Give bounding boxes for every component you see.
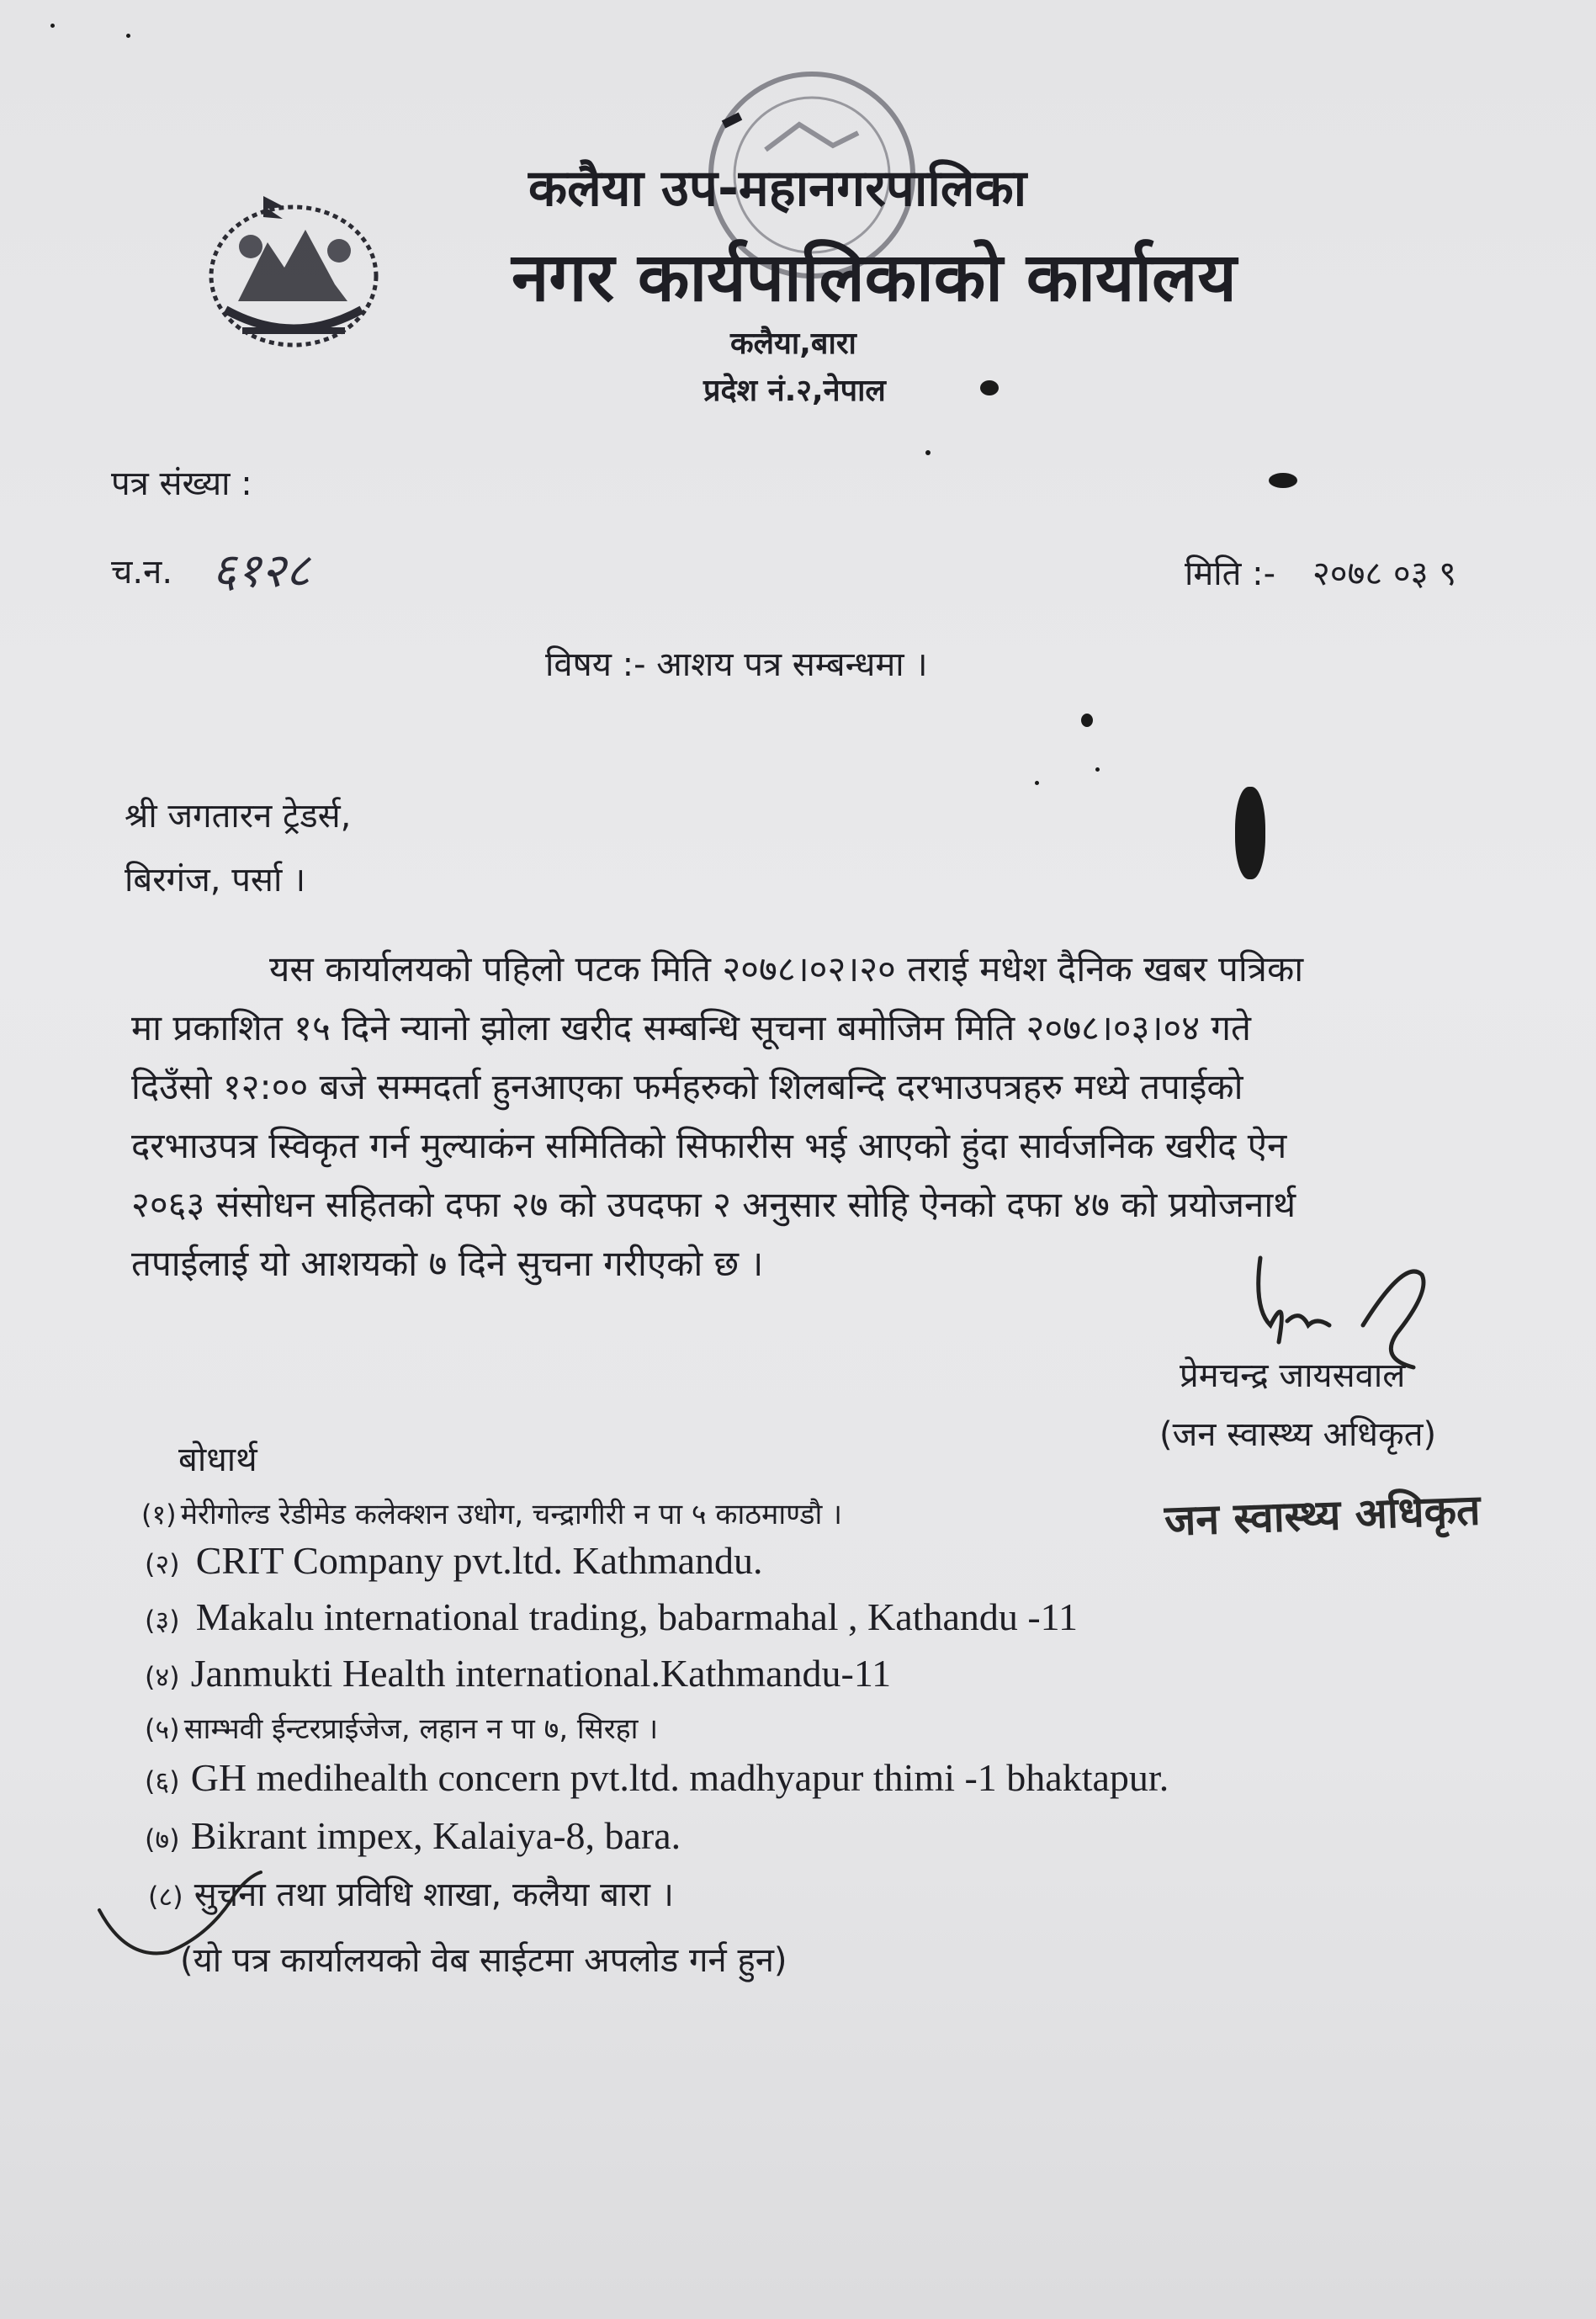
cc-item-text: सुचना तथा प्रविधि शाखा, कलैया बारा ।	[194, 1876, 674, 1914]
cc-item-number: (४)	[145, 1661, 180, 1693]
cc-item-text: GH medihealth concern pvt.ltd. madhyapur thimi -1 bhaktapur.	[190, 1756, 1169, 1799]
ink-blot	[925, 450, 931, 455]
signatory-name: प्रेमचन्द्र जायसवाल	[1180, 1356, 1406, 1395]
cc-item-number: (७)	[145, 1823, 180, 1855]
cc-item-6	[145, 1755, 1169, 1800]
cc-item-1	[141, 1494, 842, 1532]
cc-heading: बोधार्थ	[178, 1441, 257, 1479]
cc-item-3	[145, 1595, 1078, 1639]
ink-blot	[1269, 473, 1297, 488]
body-line-3: दिउँसो १२:०० बजे सम्मदर्ता हुनआएका फर्महरुको शिलबन्दि दरभाउपत्रहरु मध्ये तपाईको	[131, 1066, 1243, 1107]
ink-blot	[126, 34, 130, 38]
body-line-6: तपाईलाई यो आशयको ७ दिने सुचना गरीएको छ ।	[131, 1243, 764, 1284]
org-name-line2: नगर कार्यपालिकाको कार्यालय	[512, 238, 1237, 316]
cc-item-4	[145, 1651, 891, 1695]
ink-blot	[1035, 781, 1039, 785]
cc-item-number: (३)	[145, 1605, 180, 1637]
chalani-number: ६१२८	[212, 544, 310, 598]
cc-item-text: Bikrant impex, Kalaiya-8, bara.	[190, 1814, 681, 1857]
cc-item-text: Makalu international trading, babarmahal , Kathandu -11	[195, 1595, 1078, 1638]
ink-blot	[1235, 787, 1265, 879]
ink-blot	[1081, 714, 1093, 727]
body-line-5: २०६३ संसोधन सहितको दफा २७ को उपदफा २ अनुसार सोहि ऐनको दफा ४७ को प्रयोजनार्थ	[131, 1184, 1296, 1225]
cc-item-7	[145, 1813, 681, 1858]
ink-blot	[1095, 767, 1100, 772]
designation-stamp: जन स्वास्थ्य अधिकृत	[1164, 1485, 1482, 1546]
ink-blot	[980, 380, 999, 395]
recipient-name: श्री जगतारन ट्रेडर्स,	[125, 797, 352, 836]
letter-number-label: पत्र संख्या :	[111, 464, 252, 503]
body-line-4: दरभाउपत्र स्विकृत गर्न मुल्याकंन समितिको सिफारीस भई आएको हुंदा सार्वजनिक खरीद ऐन	[131, 1125, 1287, 1166]
chalani-label: च.न.	[111, 553, 173, 592]
cc-note: (यो पत्र कार्यालयको वेब साईटमा अपलोड गर्न हुन)	[180, 1941, 787, 1980]
handwritten-mark	[93, 1860, 311, 1969]
cc-item-number: (५)	[145, 1713, 180, 1745]
cc-item-number: (२)	[145, 1548, 180, 1580]
cc-item-text: साम्भवी ईन्टरप्राईजेज, लहान न पा ७, सिरहा ।	[183, 1712, 659, 1746]
body-line-2: मा प्रकाशित १५ दिने न्यानो झोला खरीद सम्बन्धि सूचना बमोजिम मिति २०७८।०३।०४ गते	[131, 1007, 1252, 1048]
cc-item-5	[145, 1708, 658, 1747]
cc-item-number: (६)	[145, 1765, 180, 1797]
address-line1: कलैया,बारा	[730, 326, 856, 361]
ink-blot	[50, 24, 55, 28]
body-line-1: यस कार्यालयको पहिलो पटक मिति २०७८।०२।२० तराई मधेश दैनिक खबर पत्रिका	[269, 948, 1304, 990]
cc-item-number: (१)	[141, 1499, 177, 1531]
signatory-title: (जन स्वास्थ्य अधिकृत)	[1159, 1415, 1437, 1454]
cc-item-2	[145, 1538, 763, 1583]
address-line2: प्रदेश नं.२,नेपाल	[703, 374, 886, 408]
cc-item-number: (८)	[148, 1881, 183, 1913]
cc-item-text: Janmukti Health international.Kathmandu-11	[190, 1652, 892, 1695]
cc-item-text: मेरीगोल्ड रेडीमेड कलेक्शन उधोग, चन्द्रागीरी न पा ५ काठमाण्डौ ।	[180, 1498, 842, 1531]
nepal-emblem-icon	[200, 183, 387, 356]
recipient-address: बिरगंज, पर्सा ।	[125, 861, 306, 899]
date-label: मिति :-	[1185, 555, 1276, 593]
org-name-line1: कलैया उप-महानगरपालिका	[528, 159, 1027, 218]
cc-item-text: CRIT Company pvt.ltd. Kathmandu.	[195, 1539, 763, 1582]
date-value: २०७८ ०३ ९	[1312, 555, 1457, 593]
subject-line: विषय :- आशय पत्र सम्बन्धमा ।	[545, 645, 928, 684]
